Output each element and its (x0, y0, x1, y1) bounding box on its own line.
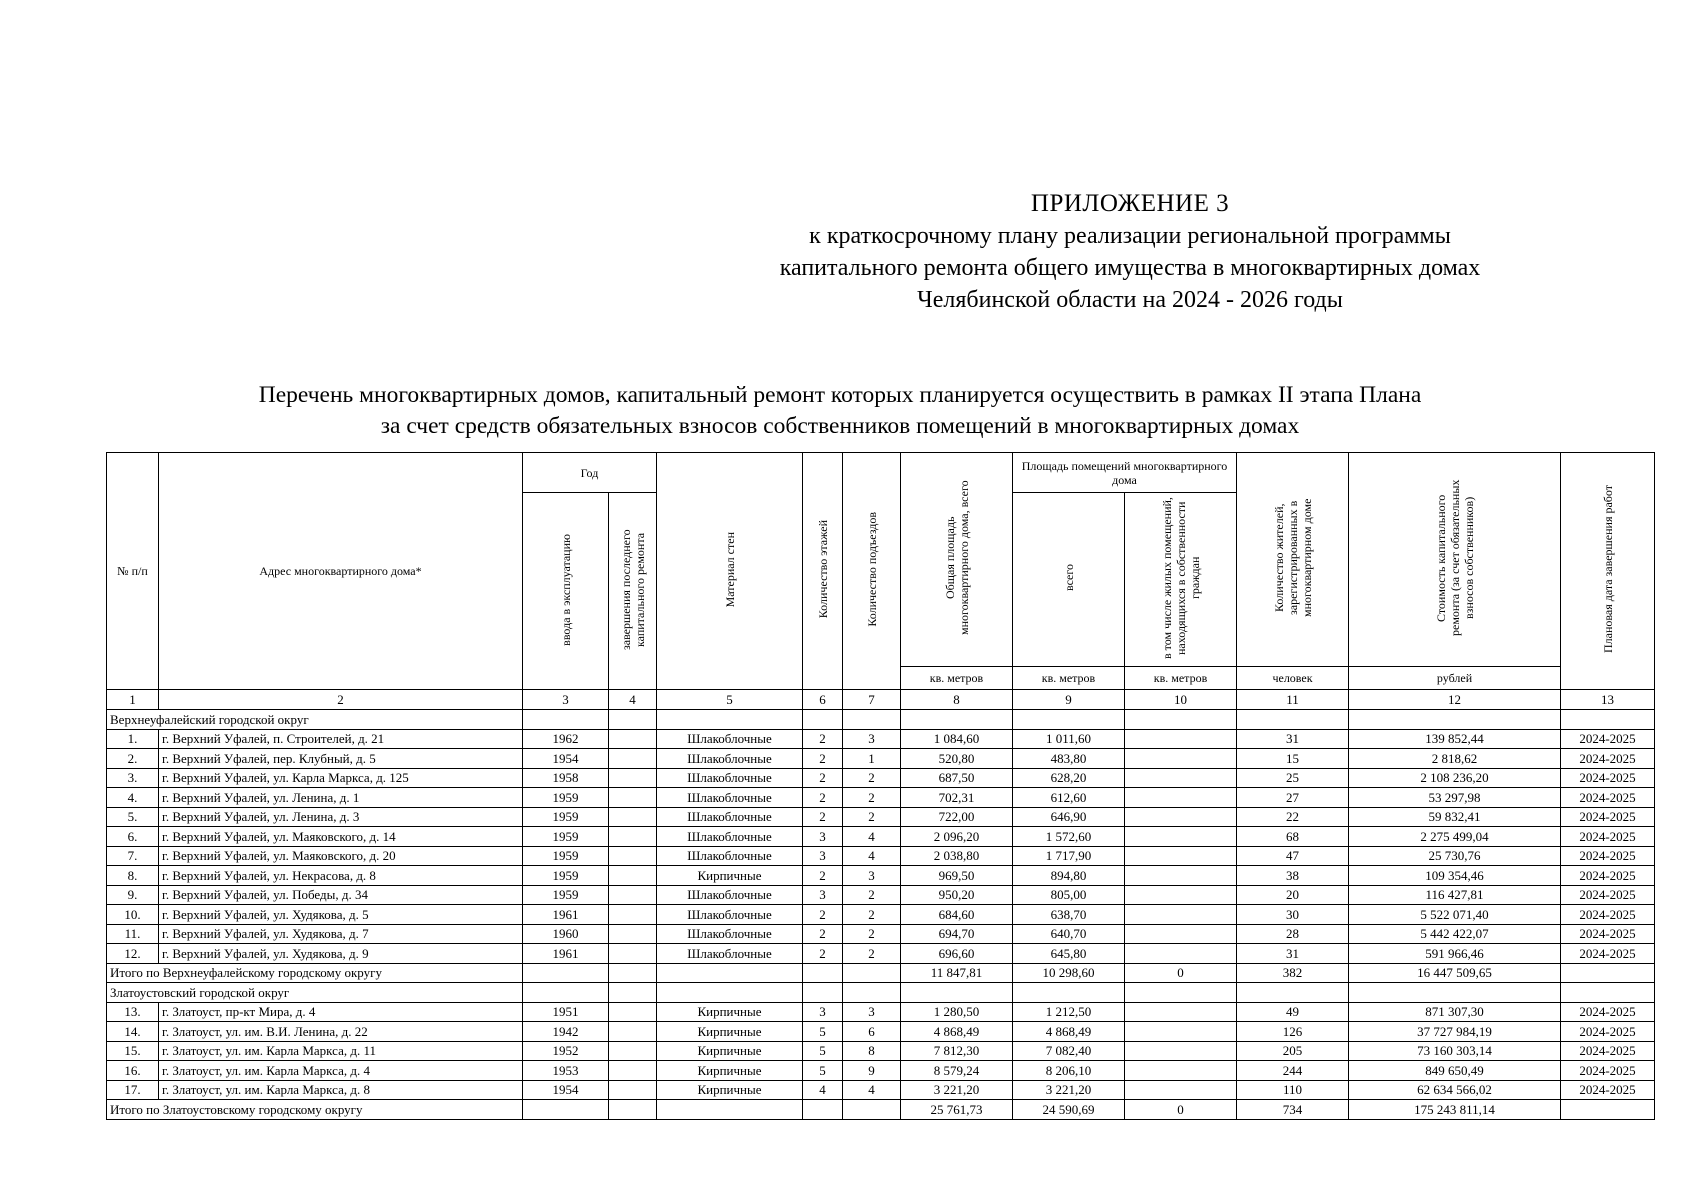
group-name: Верхнеуфалейский городской округ (107, 710, 523, 730)
cell-en: 4 (843, 846, 901, 866)
cell-addr: г. Верхний Уфалей, ул. Маяковского, д. 14 (159, 827, 523, 847)
cell-res: 15 (1237, 749, 1349, 769)
cell-year: 1951 (523, 1002, 609, 1022)
cell-mat: Шлакоблочные (657, 749, 803, 769)
cell-mat: Шлакоблочные (657, 944, 803, 964)
cell-addr: г. Верхний Уфалей, пер. Клубный, д. 5 (159, 749, 523, 769)
cell-addr: г. Верхний Уфалей, ул. Худякова, д. 7 (159, 924, 523, 944)
unit-premises-total: кв. метров (1013, 667, 1125, 690)
cell-addr: г. Верхний Уфалей, ул. Маяковского, д. 20 (159, 846, 523, 866)
cell-date: 2024-2025 (1561, 788, 1655, 808)
cell-date: 2024-2025 (1561, 1002, 1655, 1022)
houses-table (106, 452, 1655, 1120)
cell-fl: 2 (803, 788, 843, 808)
col-year-commission-header: ввода в эксплуатацию (523, 493, 609, 690)
cell-fl: 5 (803, 1061, 843, 1081)
cell-pa: 646,90 (1013, 807, 1125, 827)
cell-pp (1125, 924, 1237, 944)
cell-cost: 5 442 422,07 (1349, 924, 1561, 944)
cell-res: 126 (1237, 1022, 1349, 1042)
cell-pa: 483,80 (1013, 749, 1125, 769)
cell-date: 2024-2025 (1561, 1041, 1655, 1061)
cell-mat: Шлакоблочные (657, 885, 803, 905)
cell-mat: Кирпичные (657, 866, 803, 886)
cell-year: 1959 (523, 788, 609, 808)
cell-mat: Кирпичные (657, 1061, 803, 1081)
col-premises-area-header: Площадь помещений многоквартирного дома (1013, 453, 1237, 493)
col-floors-header: Количество этажей (803, 453, 843, 690)
unit-residents: человек (1237, 667, 1349, 690)
column-numbers-row: 1 2 3 4 5 6 7 8 9 10 11 12 13 (107, 690, 1655, 710)
table-row (107, 866, 1655, 886)
cell-mat: Шлакоблочные (657, 905, 803, 925)
cell-cost: 5 522 071,40 (1349, 905, 1561, 925)
appendix-line-2: капитального ремонта общего имущества в многоквартирных домах (779, 255, 1481, 281)
cell-area: 694,70 (901, 924, 1013, 944)
cell-area: 8 579,24 (901, 1061, 1013, 1081)
group-name: Златоустовский городской округ (107, 983, 523, 1003)
cell-pa: 640,70 (1013, 924, 1125, 944)
cell-year: 1954 (523, 749, 609, 769)
cell-year: 1959 (523, 807, 609, 827)
cell-area: 520,80 (901, 749, 1013, 769)
cell-pp (1125, 1022, 1237, 1042)
cell-pa: 638,70 (1013, 905, 1125, 925)
cell-mat: Кирпичные (657, 1080, 803, 1100)
col-residents-header: Количество жителей, зарегистрированных в многоквартирном доме (1237, 453, 1349, 667)
cell-pp (1125, 1002, 1237, 1022)
table-row (107, 1080, 1655, 1100)
cell-date: 2024-2025 (1561, 846, 1655, 866)
total-cost: 175 243 811,14 (1349, 1100, 1561, 1120)
total-pp: 0 (1125, 1100, 1237, 1120)
cell-pp (1125, 866, 1237, 886)
cell-area: 687,50 (901, 768, 1013, 788)
cell-res: 28 (1237, 924, 1349, 944)
cell-last (609, 1041, 657, 1061)
cell-en: 9 (843, 1061, 901, 1081)
cell-pp (1125, 749, 1237, 769)
cell-res: 25 (1237, 768, 1349, 788)
cell-res: 205 (1237, 1041, 1349, 1061)
cell-area: 3 221,20 (901, 1080, 1013, 1100)
table-row (107, 885, 1655, 905)
cell-area: 7 812,30 (901, 1041, 1013, 1061)
cell-n: 7. (107, 846, 159, 866)
cell-cost: 116 427,81 (1349, 885, 1561, 905)
cell-fl: 3 (803, 885, 843, 905)
cell-n: 16. (107, 1061, 159, 1081)
cell-year: 1962 (523, 729, 609, 749)
cell-last (609, 866, 657, 886)
total-pa: 24 590,69 (1013, 1100, 1125, 1120)
cell-cost: 871 307,30 (1349, 1002, 1561, 1022)
total-pa: 10 298,60 (1013, 963, 1125, 983)
cell-addr: г. Верхний Уфалей, ул. Ленина, д. 1 (159, 788, 523, 808)
cell-en: 6 (843, 1022, 901, 1042)
cell-pp (1125, 1041, 1237, 1061)
cell-pp (1125, 1061, 1237, 1081)
cell-n: 13. (107, 1002, 159, 1022)
cell-addr: г. Златоуст, ул. им. Карла Маркса, д. 8 (159, 1080, 523, 1100)
total-label: Итого по Златоустовскому городскому округу (107, 1100, 523, 1120)
cell-addr: г. Верхний Уфалей, ул. Ленина, д. 3 (159, 807, 523, 827)
cell-pp (1125, 768, 1237, 788)
cell-pa: 1 212,50 (1013, 1002, 1125, 1022)
cell-res: 38 (1237, 866, 1349, 886)
total-cost: 16 447 509,65 (1349, 963, 1561, 983)
cell-res: 30 (1237, 905, 1349, 925)
table-row (107, 905, 1655, 925)
cell-area: 2 038,80 (901, 846, 1013, 866)
cell-mat: Шлакоблочные (657, 924, 803, 944)
cell-cost: 849 650,49 (1349, 1061, 1561, 1081)
cell-date: 2024-2025 (1561, 807, 1655, 827)
cell-year: 1942 (523, 1022, 609, 1042)
cell-area: 1 084,60 (901, 729, 1013, 749)
cell-last (609, 846, 657, 866)
cell-fl: 2 (803, 944, 843, 964)
cell-last (609, 1002, 657, 1022)
cell-date: 2024-2025 (1561, 768, 1655, 788)
table-row (107, 749, 1655, 769)
cell-mat: Шлакоблочные (657, 768, 803, 788)
cell-en: 1 (843, 749, 901, 769)
cell-n: 10. (107, 905, 159, 925)
cell-date: 2024-2025 (1561, 749, 1655, 769)
appendix-line-3: Челябинской области на 2024 - 2026 годы (917, 287, 1343, 313)
table-row (107, 944, 1655, 964)
cell-date: 2024-2025 (1561, 885, 1655, 905)
cell-pa: 8 206,10 (1013, 1061, 1125, 1081)
cell-mat: Шлакоблочные (657, 729, 803, 749)
cell-en: 2 (843, 807, 901, 827)
group-header-row (107, 983, 1655, 1003)
cell-cost: 59 832,41 (1349, 807, 1561, 827)
cell-date: 2024-2025 (1561, 729, 1655, 749)
cell-last (609, 944, 657, 964)
cell-addr: г. Верхний Уфалей, п. Строителей, д. 21 (159, 729, 523, 749)
cell-last (609, 924, 657, 944)
cell-area: 696,60 (901, 944, 1013, 964)
cell-pa: 894,80 (1013, 866, 1125, 886)
col-entrances-header: Количество подъездов (843, 453, 901, 690)
total-pp: 0 (1125, 963, 1237, 983)
cell-n: 6. (107, 827, 159, 847)
cell-fl: 4 (803, 1080, 843, 1100)
cell-last (609, 885, 657, 905)
col-premises-total-header: всего (1013, 493, 1125, 667)
cell-pp (1125, 788, 1237, 808)
cell-area: 1 280,50 (901, 1002, 1013, 1022)
cell-res: 49 (1237, 1002, 1349, 1022)
cell-addr: г. Верхний Уфалей, ул. Победы, д. 34 (159, 885, 523, 905)
total-area: 11 847,81 (901, 963, 1013, 983)
cell-pa: 1 572,60 (1013, 827, 1125, 847)
total-res: 734 (1237, 1100, 1349, 1120)
group-total-row (107, 963, 1655, 983)
cell-en: 4 (843, 1080, 901, 1100)
cell-year: 1959 (523, 866, 609, 886)
col-total-area-header: Общая площадь многоквартирного дома, всего (901, 453, 1013, 667)
cell-cost: 139 852,44 (1349, 729, 1561, 749)
col-cost-header: Стоимость капитального ремонта (за счет обязательных взносов собственников) (1349, 453, 1561, 667)
cell-res: 20 (1237, 885, 1349, 905)
cell-cost: 2 275 499,04 (1349, 827, 1561, 847)
cell-fl: 2 (803, 729, 843, 749)
cell-year: 1952 (523, 1041, 609, 1061)
cell-last (609, 749, 657, 769)
table-row (107, 768, 1655, 788)
unit-total-area: кв. метров (901, 667, 1013, 690)
cell-cost: 109 354,46 (1349, 866, 1561, 886)
col-num-header: № п/п (107, 453, 159, 690)
cell-year: 1960 (523, 924, 609, 944)
appendix-header (700, 188, 1560, 316)
cell-fl: 3 (803, 827, 843, 847)
cell-res: 68 (1237, 827, 1349, 847)
cell-pp (1125, 905, 1237, 925)
cell-pa: 805,00 (1013, 885, 1125, 905)
cell-addr: г. Златоуст, ул. им. Карла Маркса, д. 4 (159, 1061, 523, 1081)
cell-en: 8 (843, 1041, 901, 1061)
cell-area: 950,20 (901, 885, 1013, 905)
cell-mat: Кирпичные (657, 1022, 803, 1042)
cell-fl: 5 (803, 1022, 843, 1042)
cell-en: 3 (843, 866, 901, 886)
cell-year: 1961 (523, 944, 609, 964)
col-address-header: Адрес многоквартирного дома* (159, 453, 523, 690)
cell-n: 9. (107, 885, 159, 905)
cell-addr: г. Верхний Уфалей, ул. Худякова, д. 9 (159, 944, 523, 964)
cell-last (609, 788, 657, 808)
cell-pp (1125, 1080, 1237, 1100)
cell-n: 12. (107, 944, 159, 964)
cell-date: 2024-2025 (1561, 924, 1655, 944)
list-title-line-2: за счет средств обязательных взносов собственников помещений в многоквартирных домах (380, 413, 1300, 439)
cell-addr: г. Верхний Уфалей, ул. Карла Маркса, д. 125 (159, 768, 523, 788)
cell-addr: г. Златоуст, ул. им. В.И. Ленина, д. 22 (159, 1022, 523, 1042)
cell-year: 1959 (523, 827, 609, 847)
cell-mat: Кирпичные (657, 1041, 803, 1061)
cell-en: 2 (843, 924, 901, 944)
cell-n: 11. (107, 924, 159, 944)
cell-fl: 3 (803, 846, 843, 866)
cell-pa: 1 717,90 (1013, 846, 1125, 866)
table-row (107, 1061, 1655, 1081)
cell-pa: 645,80 (1013, 944, 1125, 964)
appendix-title: ПРИЛОЖЕНИЕ 3 (1030, 190, 1230, 217)
cell-pa: 628,20 (1013, 768, 1125, 788)
cell-cost: 62 634 566,02 (1349, 1080, 1561, 1100)
cell-last (609, 827, 657, 847)
cell-last (609, 905, 657, 925)
table-row (107, 1041, 1655, 1061)
cell-n: 15. (107, 1041, 159, 1061)
cell-n: 14. (107, 1022, 159, 1042)
cell-en: 2 (843, 768, 901, 788)
cell-en: 3 (843, 1002, 901, 1022)
cell-addr: г. Верхний Уфалей, ул. Худякова, д. 5 (159, 905, 523, 925)
cell-mat: Шлакоблочные (657, 807, 803, 827)
cell-fl: 2 (803, 768, 843, 788)
table-row (107, 846, 1655, 866)
total-label: Итого по Верхнеуфалейскому городскому округу (107, 963, 523, 983)
cell-res: 31 (1237, 944, 1349, 964)
cell-n: 8. (107, 866, 159, 886)
unit-premises-private: кв. метров (1125, 667, 1237, 690)
col-planned-date-header: Плановая дата завершения работ (1561, 453, 1655, 690)
cell-fl: 5 (803, 1041, 843, 1061)
cell-pa: 3 221,20 (1013, 1080, 1125, 1100)
cell-pp (1125, 807, 1237, 827)
cell-area: 684,60 (901, 905, 1013, 925)
col-year-last-repair-header: завершения последнего капитального ремонта (609, 493, 657, 690)
cell-year: 1953 (523, 1061, 609, 1081)
cell-en: 4 (843, 827, 901, 847)
cell-last (609, 729, 657, 749)
cell-en: 3 (843, 729, 901, 749)
table-row (107, 807, 1655, 827)
cell-addr: г. Златоуст, ул. им. Карла Маркса, д. 11 (159, 1041, 523, 1061)
table-row (107, 924, 1655, 944)
total-res: 382 (1237, 963, 1349, 983)
cell-date: 2024-2025 (1561, 1061, 1655, 1081)
col-year-header: Год (523, 453, 657, 493)
cell-date: 2024-2025 (1561, 944, 1655, 964)
cell-en: 2 (843, 944, 901, 964)
cell-area: 722,00 (901, 807, 1013, 827)
cell-fl: 2 (803, 807, 843, 827)
cell-date: 2024-2025 (1561, 827, 1655, 847)
cell-en: 2 (843, 788, 901, 808)
cell-date: 2024-2025 (1561, 905, 1655, 925)
col-material-header: Материал стен (657, 453, 803, 690)
cell-res: 244 (1237, 1061, 1349, 1081)
cell-fl: 3 (803, 1002, 843, 1022)
cell-n: 4. (107, 788, 159, 808)
table-row (107, 729, 1655, 749)
cell-fl: 2 (803, 749, 843, 769)
cell-area: 2 096,20 (901, 827, 1013, 847)
cell-n: 2. (107, 749, 159, 769)
cell-date: 2024-2025 (1561, 1080, 1655, 1100)
cell-year: 1958 (523, 768, 609, 788)
cell-year: 1959 (523, 885, 609, 905)
cell-en: 2 (843, 885, 901, 905)
group-header-row (107, 710, 1655, 730)
cell-pa: 612,60 (1013, 788, 1125, 808)
cell-en: 2 (843, 905, 901, 925)
list-title (100, 380, 1580, 442)
cell-cost: 25 730,76 (1349, 846, 1561, 866)
col-premises-private-header: в том числе жилых помещений, находящихся в собственности граждан (1125, 493, 1237, 667)
cell-year: 1959 (523, 846, 609, 866)
cell-n: 5. (107, 807, 159, 827)
appendix-line-1: к краткосрочному плану реализации региональной программы (809, 223, 1451, 249)
list-title-line-1: Перечень многоквартирных домов, капитальный ремонт которых планируется осуществить в рамках II этапа Плана (258, 382, 1422, 408)
cell-res: 110 (1237, 1080, 1349, 1100)
cell-year: 1954 (523, 1080, 609, 1100)
cell-pp (1125, 827, 1237, 847)
cell-last (609, 807, 657, 827)
cell-area: 4 868,49 (901, 1022, 1013, 1042)
unit-cost: рублей (1349, 667, 1561, 690)
cell-mat: Шлакоблочные (657, 788, 803, 808)
table-row (107, 788, 1655, 808)
cell-pa: 1 011,60 (1013, 729, 1125, 749)
cell-last (609, 1080, 657, 1100)
table-body (107, 710, 1655, 1120)
cell-pa: 4 868,49 (1013, 1022, 1125, 1042)
cell-area: 969,50 (901, 866, 1013, 886)
cell-mat: Кирпичные (657, 1002, 803, 1022)
cell-area: 702,31 (901, 788, 1013, 808)
cell-last (609, 768, 657, 788)
table-row (107, 1002, 1655, 1022)
cell-res: 27 (1237, 788, 1349, 808)
cell-cost: 2 108 236,20 (1349, 768, 1561, 788)
cell-mat: Шлакоблочные (657, 827, 803, 847)
cell-fl: 2 (803, 924, 843, 944)
cell-date: 2024-2025 (1561, 1022, 1655, 1042)
table-row (107, 1022, 1655, 1042)
total-area: 25 761,73 (901, 1100, 1013, 1120)
cell-last (609, 1061, 657, 1081)
cell-pp (1125, 885, 1237, 905)
cell-pp (1125, 846, 1237, 866)
cell-addr: г. Верхний Уфалей, ул. Некрасова, д. 8 (159, 866, 523, 886)
cell-n: 1. (107, 729, 159, 749)
group-total-row (107, 1100, 1655, 1120)
cell-cost: 591 966,46 (1349, 944, 1561, 964)
cell-pp (1125, 944, 1237, 964)
cell-fl: 2 (803, 866, 843, 886)
cell-cost: 73 160 303,14 (1349, 1041, 1561, 1061)
cell-pa: 7 082,40 (1013, 1041, 1125, 1061)
cell-n: 17. (107, 1080, 159, 1100)
cell-res: 31 (1237, 729, 1349, 749)
cell-res: 22 (1237, 807, 1349, 827)
cell-addr: г. Златоуст, пр-кт Мира, д. 4 (159, 1002, 523, 1022)
cell-mat: Шлакоблочные (657, 846, 803, 866)
cell-fl: 2 (803, 905, 843, 925)
cell-cost: 37 727 984,19 (1349, 1022, 1561, 1042)
cell-year: 1961 (523, 905, 609, 925)
cell-cost: 53 297,98 (1349, 788, 1561, 808)
cell-date: 2024-2025 (1561, 866, 1655, 886)
cell-last (609, 1022, 657, 1042)
table-row (107, 827, 1655, 847)
cell-cost: 2 818,62 (1349, 749, 1561, 769)
cell-pp (1125, 729, 1237, 749)
cell-n: 3. (107, 768, 159, 788)
cell-res: 47 (1237, 846, 1349, 866)
